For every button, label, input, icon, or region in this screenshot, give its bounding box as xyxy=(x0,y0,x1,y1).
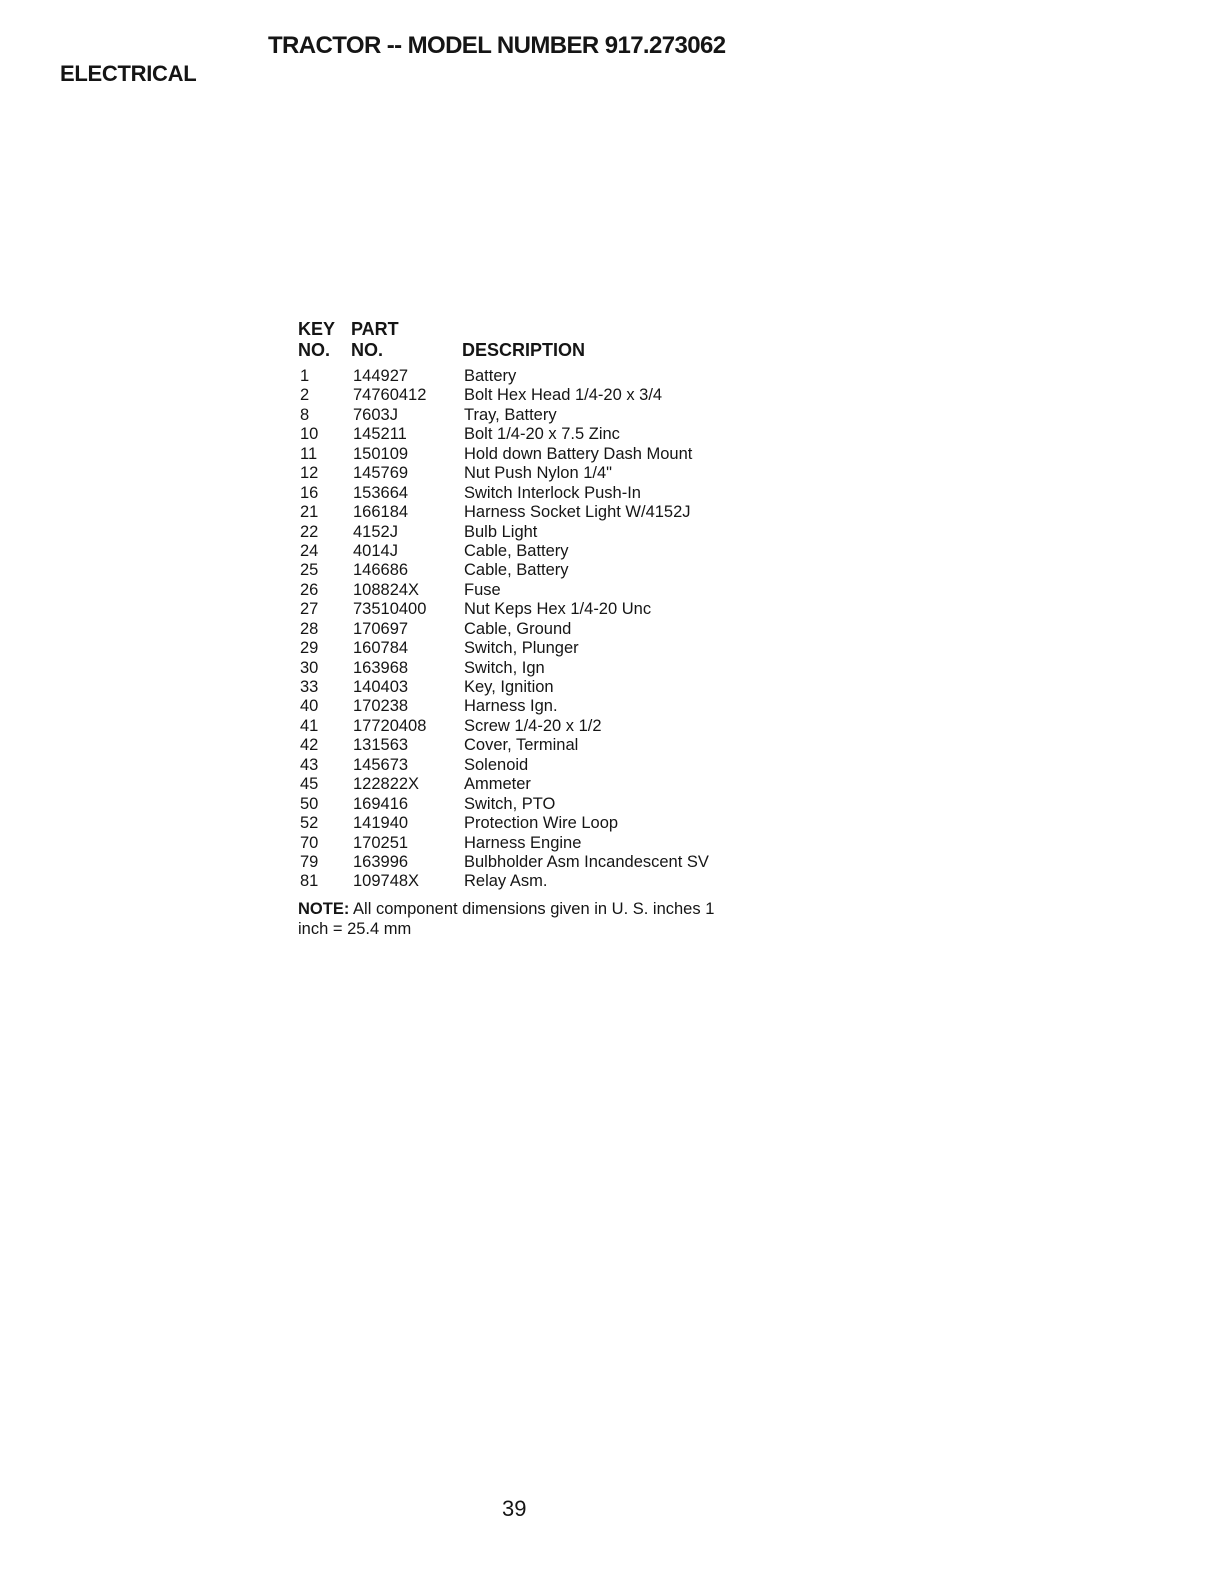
part-no-cell: 170238 xyxy=(353,697,409,716)
description-cell: Key, Ignition xyxy=(464,678,554,696)
description-cell: Harness Engine xyxy=(464,833,582,852)
description-cell: Ammeter xyxy=(464,775,531,794)
table-row xyxy=(298,814,758,833)
header-key-line2: NO. xyxy=(298,340,331,360)
table-row xyxy=(298,367,758,386)
table-row xyxy=(298,795,758,814)
description-cell: Bulbholder Asm Incandescent SV xyxy=(464,852,709,871)
header-part-line1: PART xyxy=(351,319,399,339)
table-row xyxy=(298,736,758,755)
part-no-cell: 153664 xyxy=(353,483,409,502)
description-cell: Bolt 1/4-20 x 7.5 Zinc xyxy=(464,425,620,444)
part-no-cell: 131563 xyxy=(353,736,409,755)
parts-table xyxy=(298,319,758,892)
key-no-cell: 10 xyxy=(300,425,319,444)
description-cell: Nut Push Nylon 1/4" xyxy=(464,464,613,483)
part-no-cell: 166184 xyxy=(353,503,409,522)
table-row xyxy=(298,756,758,775)
key-no-cell: 26 xyxy=(300,580,319,599)
note xyxy=(298,899,718,939)
key-no-cell: 43 xyxy=(300,755,319,774)
key-no-cell: 22 xyxy=(300,522,319,541)
key-no-cell: 52 xyxy=(300,814,319,833)
key-no-cell: 24 xyxy=(300,541,319,560)
table-row xyxy=(298,872,758,891)
description-cell: Relay Asm. xyxy=(464,872,548,891)
description-cell: Switch, PTO xyxy=(464,794,556,813)
key-no-cell: 70 xyxy=(300,833,319,852)
part-no-cell: 17720408 xyxy=(353,716,427,735)
table-header-row-2 xyxy=(298,340,758,361)
table-row xyxy=(298,639,758,658)
part-no-cell: 73510400 xyxy=(353,600,427,619)
key-no-cell: 40 xyxy=(300,697,319,716)
table-row xyxy=(298,386,758,405)
key-no-cell: 81 xyxy=(300,872,319,891)
table-body xyxy=(298,367,758,892)
description-cell: Switch, Ign xyxy=(464,658,545,677)
key-no-cell: 12 xyxy=(300,464,319,483)
header-key-line1: KEY xyxy=(298,319,336,339)
part-no-cell: 7603J xyxy=(353,405,398,424)
key-no-cell: 21 xyxy=(300,503,319,522)
part-no-cell: 145211 xyxy=(353,425,407,444)
part-no-cell: 170251 xyxy=(353,833,409,852)
description-cell: Switch, Plunger xyxy=(464,639,579,658)
note-text: All component dimensions given in U. S. inches 1 inch = 25.4 mm xyxy=(298,900,715,938)
table-row xyxy=(298,464,758,483)
description-cell: Fuse xyxy=(464,580,501,599)
part-no-cell: 145673 xyxy=(353,755,409,774)
header-part-line2: NO. xyxy=(351,340,384,360)
part-no-cell: 150109 xyxy=(353,444,409,463)
description-cell: Cable, Ground xyxy=(464,619,572,638)
key-no-cell: 42 xyxy=(300,736,319,755)
key-no-cell: 28 xyxy=(300,619,319,638)
table-row xyxy=(298,445,758,464)
description-cell: Battery xyxy=(464,367,517,385)
key-no-cell: 50 xyxy=(300,794,319,813)
description-cell: Switch Interlock Push-In xyxy=(464,483,641,502)
part-no-cell: 145769 xyxy=(353,464,409,483)
part-no-cell: 141940 xyxy=(353,814,409,833)
description-cell: Harness Socket Light W/4152J xyxy=(464,503,691,522)
description-cell: Cable, Battery xyxy=(464,561,569,580)
key-no-cell: 30 xyxy=(300,658,319,677)
description-cell: Nut Keps Hex 1/4-20 Unc xyxy=(464,600,652,619)
table-row xyxy=(298,406,758,425)
description-cell: Cover, Terminal xyxy=(464,736,579,755)
table-row xyxy=(298,425,758,444)
description-cell: Protection Wire Loop xyxy=(464,814,619,833)
table-row xyxy=(298,697,758,716)
page-title: TRACTOR -- MODEL NUMBER 917.273062 xyxy=(268,32,726,59)
key-no-cell: 41 xyxy=(300,716,319,735)
description-cell: Harness Ign. xyxy=(464,697,558,716)
part-no-cell: 144927 xyxy=(353,367,409,385)
part-no-cell: 4152J xyxy=(353,522,398,541)
part-no-cell: 163968 xyxy=(353,658,409,677)
description-cell: Hold down Battery Dash Mount xyxy=(464,444,693,463)
part-no-cell: 74760412 xyxy=(353,386,427,405)
description-cell: Screw 1/4-20 x 1/2 xyxy=(464,716,602,735)
part-no-cell: 4014J xyxy=(353,541,398,560)
section-title: ELECTRICAL xyxy=(60,61,197,86)
description-cell: Cable, Battery xyxy=(464,541,569,560)
key-no-cell: 1 xyxy=(300,367,310,385)
part-no-cell: 160784 xyxy=(353,639,409,658)
table-row xyxy=(298,523,758,542)
description-cell: Tray, Battery xyxy=(464,405,557,424)
note-label: NOTE: xyxy=(298,900,350,918)
key-no-cell: 27 xyxy=(300,600,319,619)
part-no-cell: 140403 xyxy=(353,678,409,696)
table-row xyxy=(298,503,758,522)
part-no-cell: 109748X xyxy=(353,872,420,891)
key-no-cell: 16 xyxy=(300,483,319,502)
table-header-row-1 xyxy=(298,319,758,340)
table-row xyxy=(298,717,758,736)
key-no-cell: 79 xyxy=(300,852,319,871)
part-no-cell: 146686 xyxy=(353,561,409,580)
key-no-cell: 33 xyxy=(300,678,319,696)
table-row xyxy=(298,620,758,639)
part-no-cell: 169416 xyxy=(353,794,409,813)
description-cell: Solenoid xyxy=(464,755,529,774)
part-no-cell: 163996 xyxy=(353,852,409,871)
table-row xyxy=(298,484,758,503)
description-cell: Bolt Hex Head 1/4-20 x 3/4 xyxy=(464,386,663,405)
part-no-cell: 170697 xyxy=(353,619,409,638)
key-no-cell: 2 xyxy=(300,386,310,405)
header-description: DESCRIPTION xyxy=(462,340,586,360)
key-no-cell: 29 xyxy=(300,639,319,658)
table-row xyxy=(298,600,758,619)
key-no-cell: 45 xyxy=(300,775,319,794)
table-row xyxy=(298,542,758,561)
part-no-cell: 108824X xyxy=(353,580,420,599)
table-row xyxy=(298,678,758,697)
key-no-cell: 25 xyxy=(300,561,319,580)
table-row xyxy=(298,581,758,600)
table-row xyxy=(298,659,758,678)
table-row xyxy=(298,775,758,794)
key-no-cell: 11 xyxy=(300,444,318,463)
page-number: 39 xyxy=(502,1496,527,1521)
key-no-cell: 8 xyxy=(300,405,310,424)
table-row xyxy=(298,561,758,580)
part-no-cell: 122822X xyxy=(353,775,420,794)
table-row xyxy=(298,853,758,872)
table-row xyxy=(298,834,758,853)
description-cell: Bulb Light xyxy=(464,522,538,541)
